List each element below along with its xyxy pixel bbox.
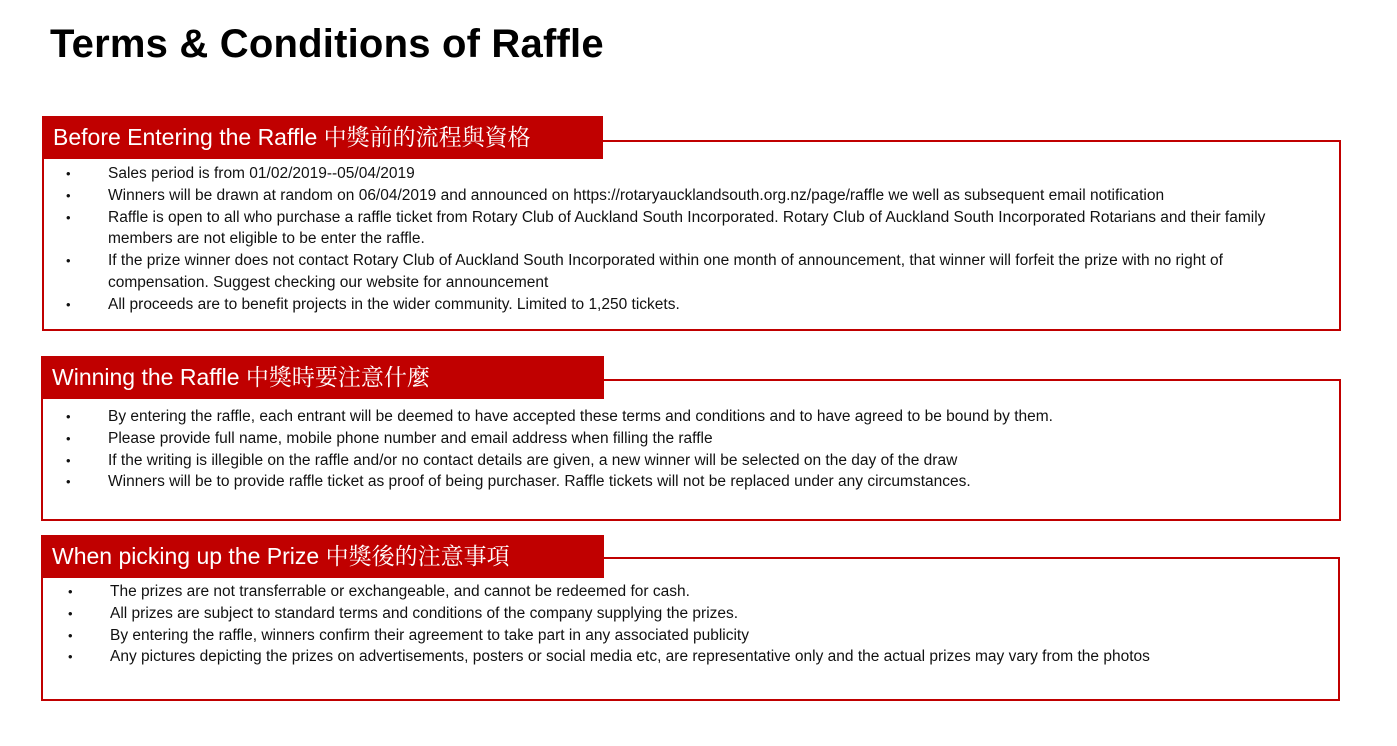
list-item-text: If the prize winner does not contact Rotary Club of Auckland South Incorporated within one month of announcement, that winner will forfeit the prize with no right of compensation. Suggest checking our website for announcement bbox=[108, 252, 1223, 291]
list-item-text: Any pictures depicting the prizes on advertisements, posters or social media etc, are representative only and the actual prizes may vary from the photos bbox=[110, 648, 1150, 666]
list-item-text: By entering the raffle, each entrant will be deemed to have accepted these terms and conditions and to have agreed to be bound by them. bbox=[108, 408, 1053, 425]
list-item bbox=[66, 450, 1323, 472]
list-item bbox=[68, 603, 1323, 625]
bullet-icon: • bbox=[66, 296, 71, 312]
list-item bbox=[66, 207, 1323, 251]
list-item bbox=[66, 428, 1323, 450]
list-item bbox=[66, 294, 1323, 316]
list-item bbox=[66, 163, 1323, 185]
bullet-list-picking-up-prize bbox=[68, 581, 1323, 668]
bullet-icon: • bbox=[66, 166, 71, 181]
bullet-icon: • bbox=[66, 430, 71, 446]
bullet-icon: • bbox=[66, 474, 71, 490]
bullet-icon: • bbox=[68, 605, 73, 621]
list-item-text: Winners will be to provide raffle ticket as proof of being purchaser. Raffle tickets will not be replaced under any circumstances. bbox=[108, 473, 971, 491]
bullet-list-before-entering bbox=[66, 163, 1323, 316]
bullet-icon: • bbox=[66, 187, 71, 203]
bullet-list-winning bbox=[66, 406, 1323, 493]
bullet-icon: • bbox=[68, 649, 73, 665]
section-heading-before-entering: Before Entering the Raffle 中獎前的流程與資格 bbox=[42, 116, 603, 159]
bullet-icon: • bbox=[68, 627, 73, 643]
list-item-text: By entering the raffle, winners confirm their agreement to take part in any associated publicity bbox=[110, 626, 749, 644]
page-title: Terms & Conditions of Raffle bbox=[50, 22, 604, 66]
list-item-text: The prizes are not transferrable or exchangeable, and cannot be redeemed for cash. bbox=[110, 583, 690, 600]
list-item-text: All prizes are subject to standard terms and conditions of the company supplying the prizes. bbox=[110, 604, 739, 622]
list-item bbox=[66, 406, 1323, 428]
list-item bbox=[66, 185, 1323, 207]
list-item bbox=[66, 471, 1323, 493]
list-item bbox=[68, 625, 1323, 647]
bullet-icon: • bbox=[66, 253, 71, 269]
list-item-text: If the writing is illegible on the raffle and/or no contact details are given, a new winner will be selected on the day of the draw bbox=[108, 451, 958, 469]
bullet-icon: • bbox=[66, 409, 71, 424]
list-item-text: Winners will be drawn at random on 06/04/2019 and announced on https://rotaryaucklandsouth.org.nz/page/raffle we well as subsequent email notification bbox=[108, 186, 1165, 204]
section-heading-winning: Winning the Raffle 中獎時要注意什麼 bbox=[41, 356, 604, 399]
list-item bbox=[66, 250, 1323, 294]
list-item bbox=[68, 646, 1323, 668]
list-item-text: Please provide full name, mobile phone number and email address when filling the raffle bbox=[108, 429, 713, 447]
list-item-text: All proceeds are to benefit projects in the wider community. Limited to 1,250 tickets. bbox=[108, 295, 680, 313]
list-item-text: Sales period is from 01/02/2019--05/04/2019 bbox=[108, 165, 415, 182]
section-heading-picking-up-prize: When picking up the Prize 中獎後的注意事項 bbox=[41, 535, 604, 578]
bullet-icon: • bbox=[66, 209, 71, 225]
list-item bbox=[68, 581, 1323, 603]
list-item-text: Raffle is open to all who purchase a raffle ticket from Rotary Club of Auckland South Incorporated. Rotary Club of Auckland South Incorporated Rotarians and their family members are not eligible to be enter the raffle. bbox=[108, 208, 1266, 248]
bullet-icon: • bbox=[66, 452, 71, 468]
bullet-icon: • bbox=[68, 584, 73, 599]
